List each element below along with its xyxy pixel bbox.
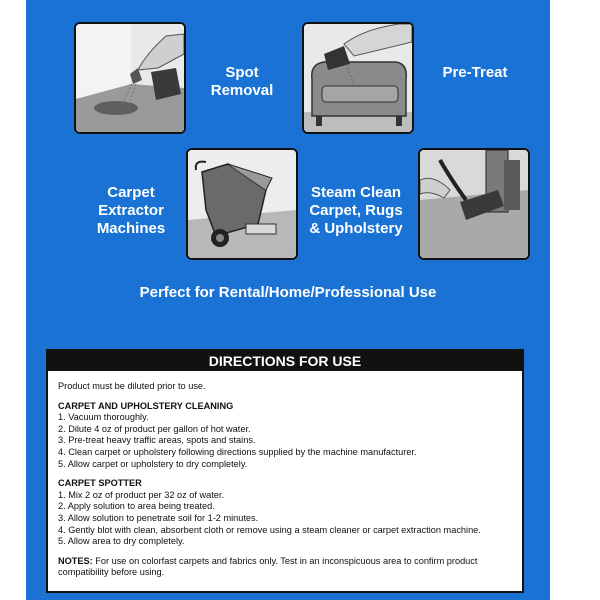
section2-heading: CARPET SPOTTER xyxy=(58,478,142,489)
carpet-extractor-label: Carpet Extractor Machines xyxy=(96,184,166,237)
section1-step: 2. Dilute 4 oz of product per gallon of hot water. xyxy=(58,423,251,434)
section2-step: 1. Mix 2 oz of product per 32 oz of water. xyxy=(58,489,224,500)
spot-removal-illustration xyxy=(74,22,186,134)
carpet-extractor-illustration xyxy=(186,148,298,260)
section2-step: 5. Allow area to dry completely. xyxy=(58,536,185,547)
directions-body xyxy=(48,371,522,579)
section1-step: 1. Vacuum thoroughly. xyxy=(58,412,149,423)
intro-text: Product must be diluted prior to use. xyxy=(58,381,206,391)
section1-step: 3. Pre-treat heavy traffic areas, spots and stains. xyxy=(58,435,256,446)
section2-step: 2. Apply solution to area being treated. xyxy=(58,501,215,512)
notes-body: For use on colorfast carpets and fabrics only. Test in an inconspicuous area to confirm product xyxy=(92,555,478,566)
steam-clean-label: Steam Clean Carpet, Rugs & Upholstery xyxy=(309,184,403,237)
section1-step: 4. Clean carpet or upholstery following directions supplied by the machine manufacturer. xyxy=(58,446,417,457)
section2-step: 4. Gently blot with clean, absorbent cloth or remove using a steam cleaner or carpet extraction machine. xyxy=(58,524,481,535)
section1-heading: CARPET AND UPHOLSTERY CLEANING xyxy=(58,400,234,411)
notes-text xyxy=(58,556,510,568)
section1-step: 5. Allow carpet or upholstery to dry completely. xyxy=(58,458,248,469)
pre-treat-label: Pre-Treat xyxy=(442,64,508,81)
section2-step: 3. Allow solution to penetrate soil for 1-2 minutes. xyxy=(58,512,259,523)
spot-removal-label: Spot Removal xyxy=(210,64,274,99)
directions-title: DIRECTIONS FOR USE xyxy=(48,351,522,371)
directions-box xyxy=(46,349,524,593)
pre-treat-illustration xyxy=(302,22,414,134)
steam-clean-illustration xyxy=(418,148,530,260)
notes-text-2: compatibility before using. xyxy=(58,567,165,578)
notes-label: NOTES: xyxy=(58,555,93,566)
tagline: Perfect for Rental/Home/Professional Use xyxy=(139,284,437,301)
